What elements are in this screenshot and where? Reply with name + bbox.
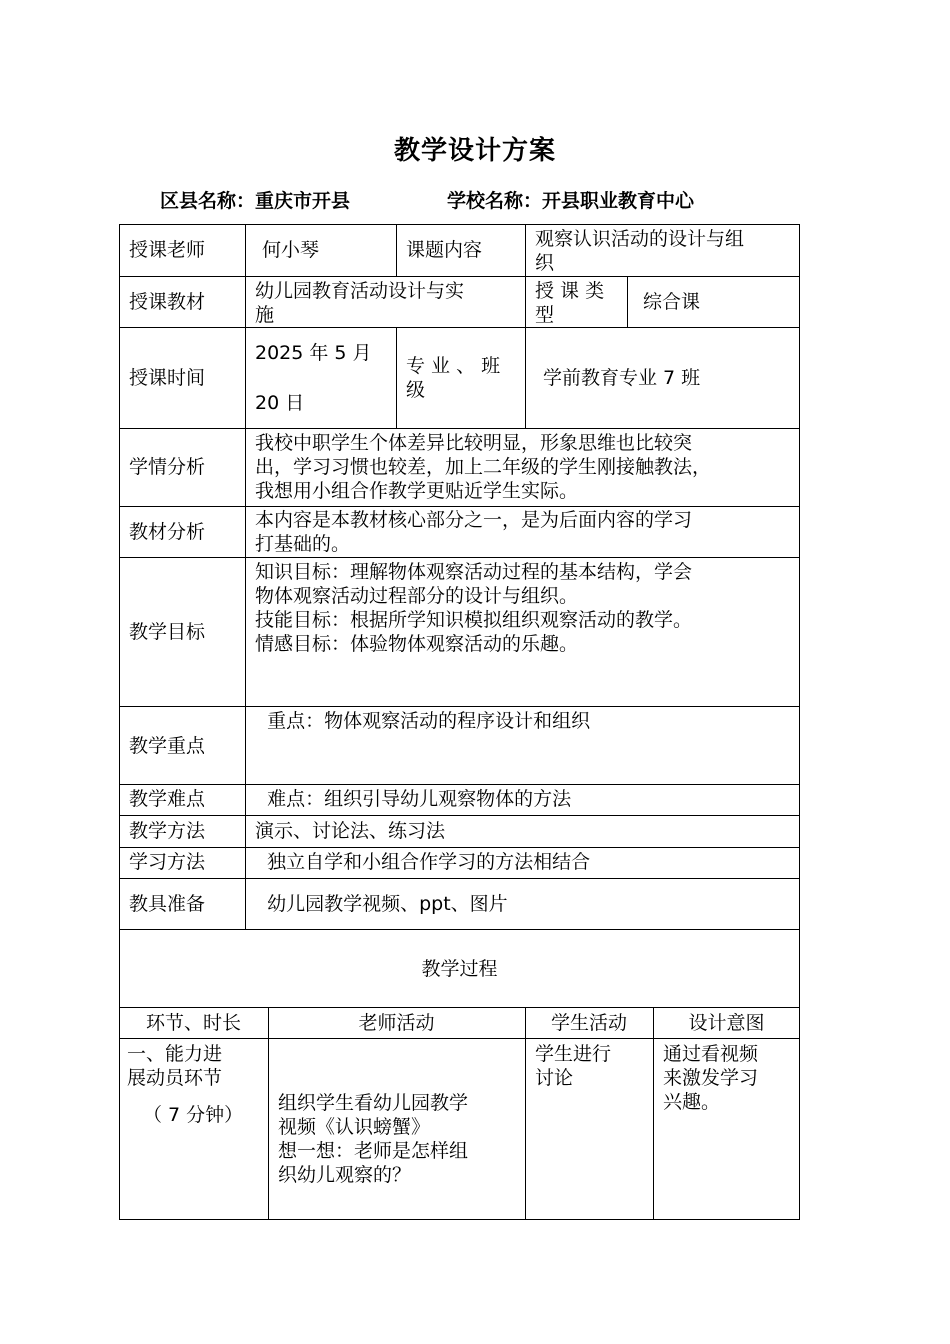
learner-value: 我校中职学生个体差异比较明显，形象思维也比较突 出，学习习惯也较差，加上二年级的学生刚接触教法， 我想用小组合作教学更贴近学生实际。 — [255, 432, 712, 502]
school-name: 学校名称：开县职业教育中心 — [447, 190, 695, 212]
type-label: 授 课 类 型 — [535, 280, 605, 326]
district-name: 区县名称：重庆市开县 — [160, 190, 351, 212]
document-title: 教学设计方案 — [393, 136, 556, 166]
key-value: 重点：物体观察活动的程序设计和组织 — [255, 710, 591, 732]
time-label: 授课时间 — [129, 367, 206, 389]
time-line2: 20 日 — [255, 392, 305, 414]
topic-label: 课题内容 — [406, 239, 483, 261]
method-label: 教学方法 — [129, 820, 206, 842]
type-value: 综合课 — [643, 291, 701, 313]
student-activity: 学生进行 讨论 — [535, 1043, 612, 1089]
process-title: 教学过程 — [421, 958, 498, 980]
header-student-activity: 学生活动 — [550, 1012, 627, 1034]
textbook-value: 幼儿园教育活动设计与实 施 — [255, 280, 465, 326]
learn-label: 学习方法 — [129, 851, 206, 873]
topic-value: 观察认识活动的设计与组 织 — [535, 228, 745, 274]
method-value: 演示、讨论法、练习法 — [255, 820, 446, 842]
learn-value: 独立自学和小组合作学习的方法相结合 — [255, 851, 591, 873]
material-label: 教材分析 — [129, 521, 206, 543]
time-line1: 2025 年 5 月 — [255, 342, 372, 364]
goal-value: 知识目标：理解物体观察活动过程的基本结构，学会 物体观察活动过程部分的设计与组织。 技能目标：根据所学知识模拟组织观察活动的教学。 情感目标：体验物体观察活动的乐趣。 — [255, 561, 693, 655]
teacher-value: 何小琴 — [262, 239, 320, 261]
header-stage: 环节、时长 — [145, 1012, 241, 1034]
learner-label: 学情分析 — [129, 456, 206, 478]
design-intent: 通过看视频 来激发学习 兴趣。 — [663, 1043, 759, 1113]
teacher-activity: 组织学生看幼儿园教学 视频《认识螃蟹》 想一想：老师是怎样组 织幼儿观察的？ — [278, 1092, 469, 1186]
stage-duration: （ 7 分钟） — [143, 1104, 244, 1126]
key-label: 教学重点 — [129, 735, 206, 757]
header-teacher-activity: 老师活动 — [358, 1012, 435, 1034]
tools-label: 教具准备 — [129, 893, 206, 915]
difficult-label: 教学难点 — [129, 788, 206, 810]
tools-value: 幼儿园教学视频、ppt、图片 — [255, 893, 508, 915]
material-value: 本内容是本教材核心部分之一，是为后面内容的学习 打基础的。 — [255, 509, 693, 555]
major-label: 专 业 、 班 级 — [406, 355, 501, 401]
goal-label: 教学目标 — [129, 621, 206, 643]
textbook-label: 授课教材 — [129, 291, 206, 313]
difficult-value: 难点：组织引导幼儿观察物体的方法 — [255, 788, 572, 810]
major-value: 学前教育专业 7 班 — [543, 367, 701, 389]
teacher-label: 授课老师 — [129, 239, 206, 261]
header-design-intent: 设计意图 — [688, 1012, 765, 1034]
stage-name: 一、能力进 展动员环节 — [127, 1043, 223, 1089]
